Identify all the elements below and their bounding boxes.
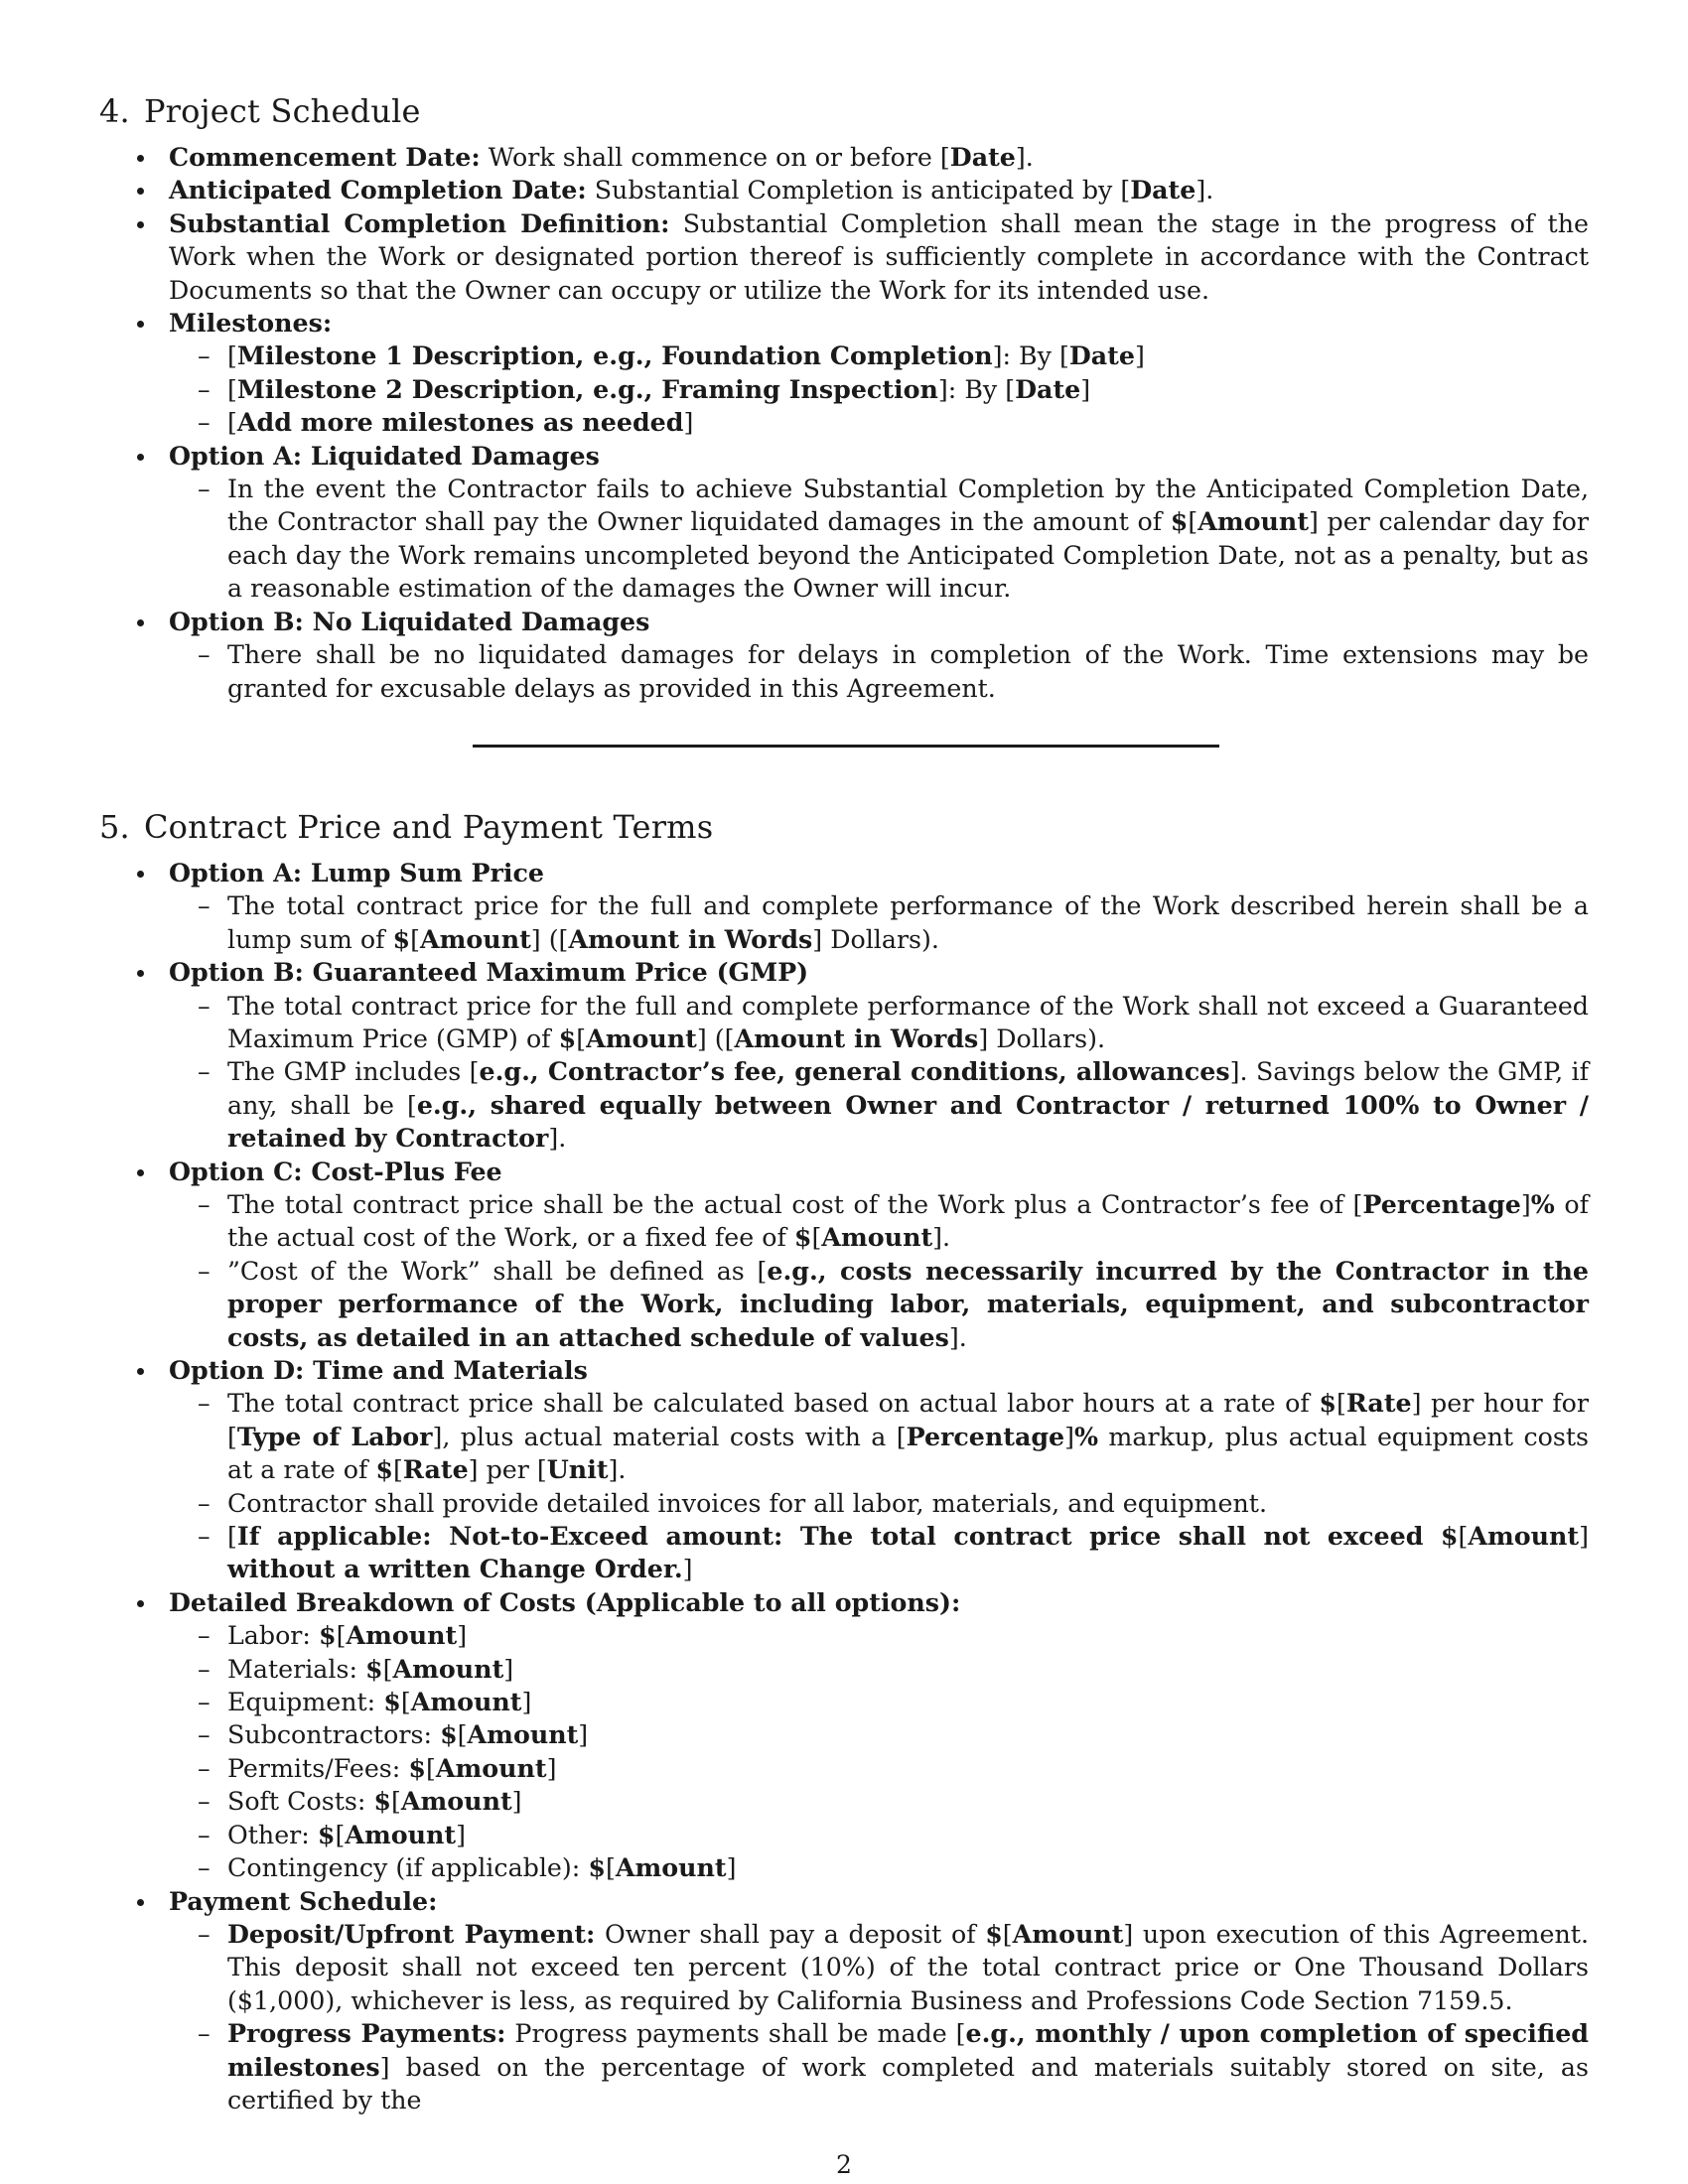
placeholder-text: Milestone 2 Description, e.g., Framing Inspection — [236, 373, 938, 404]
sublist — [169, 473, 1589, 606]
item-text: [ — [605, 1853, 616, 1883]
placeholder-text: Percentage — [1362, 1188, 1521, 1219]
list-item-option-c-cost-plus — [169, 1156, 1589, 1354]
cost-name: Materials: — [227, 1654, 366, 1684]
item-text: ] — [546, 1753, 557, 1783]
milestone-2 — [227, 373, 1589, 406]
item-text: ] per hour for [ — [227, 1389, 1590, 1451]
item-text: [ — [227, 374, 237, 404]
placeholder-text: Date — [1130, 175, 1196, 205]
item-text: [ — [400, 1688, 411, 1717]
item-text: ] — [1579, 1522, 1589, 1552]
placeholder-text: Rate — [1345, 1388, 1412, 1419]
item-text: [ — [1458, 1522, 1469, 1552]
cost-name: Other: — [227, 1820, 318, 1849]
placeholder-text: Rate — [402, 1454, 469, 1485]
list-item-option-b-gmp — [169, 956, 1589, 1155]
placeholder-text: e.g., shared equally between Owner and Contractor / returned 100% to Owner / retained by Contractor — [227, 1089, 1589, 1154]
placeholder-text: Percentage — [906, 1421, 1065, 1451]
cost-name: Permits/Fees: — [227, 1753, 409, 1783]
sublist — [169, 1918, 1589, 2116]
item-text: ] — [683, 408, 694, 438]
cost-line-materials — [227, 1653, 1589, 1686]
dollar-sign: $ — [373, 1786, 392, 1817]
time-materials-text-1 — [227, 1387, 1589, 1486]
placeholder-text: e.g., Contractor’s fee, general conditions, allowances — [479, 1056, 1230, 1087]
gmp-text-1 — [227, 990, 1589, 1056]
item-label: Option A: Lump Sum Price — [169, 857, 544, 887]
dollar-sign: $ — [408, 1752, 426, 1783]
placeholder-text: Date — [949, 142, 1016, 172]
placeholder-text: Amount in Words — [568, 923, 813, 954]
dollar-sign: $ — [317, 1819, 336, 1849]
item-text: [ — [1336, 1389, 1346, 1419]
item-text: Work shall commence on or before [ — [480, 143, 950, 172]
option-b-text: – There shall be no liquidated damages for delays in completion of the Work. Time extensions may be granted for excusable delays as provided in this Agreement. — [227, 638, 1589, 705]
cost-line-labor — [227, 1619, 1589, 1652]
placeholder-text: Amount — [400, 1786, 512, 1817]
item-text: In the event the Contractor fails to achieve Substantial Completion by the Anticipated Completion Date, the Contractor shall pay the Owner liquidated damages in the amount of — [227, 475, 1589, 537]
milestone-3 — [227, 406, 1589, 439]
placeholder-text: Amount — [420, 923, 531, 954]
item-text: [ — [336, 1621, 347, 1651]
item-label: Option B: No Liquidated Damages — [169, 606, 650, 636]
cost-breakdown-list — [169, 1619, 1589, 1884]
item-text: [ — [457, 1720, 468, 1750]
item-text: ]. — [1015, 143, 1034, 172]
section-4-heading — [99, 91, 1589, 131]
milestones-list — [169, 340, 1589, 439]
list-item-option-d-time-materials — [169, 1354, 1589, 1586]
item-label: Payment Schedule: — [169, 1885, 438, 1916]
item-text: ]. — [948, 1322, 967, 1352]
item-text: [ — [410, 924, 421, 954]
item-text: [ — [811, 1223, 822, 1253]
time-materials-text-3 — [227, 1520, 1589, 1586]
section-divider — [473, 745, 1219, 748]
item-text: ] Dollars). — [812, 924, 939, 954]
placeholder-text: Amount — [410, 1687, 522, 1717]
placeholder-text: Amount — [1012, 1918, 1124, 1949]
item-label: Commencement Date: — [169, 142, 481, 172]
item-text: ] ([ — [530, 924, 569, 954]
placeholder-text: Type of Labor — [236, 1421, 433, 1451]
dollar-sign: $ — [558, 1023, 577, 1053]
item-text: The total contract price for the full and complete performance of the Work shall not exceed a Guaranteed Maximum Price (GMP) of — [227, 991, 1589, 1053]
item-text: ]. Savings below the GMP, if any, shall be [ — [227, 1057, 1589, 1120]
deposit-payment — [227, 1918, 1589, 2017]
item-text: ] — [1520, 1189, 1531, 1219]
item-text: ]. — [548, 1124, 567, 1154]
list-item-substantial-completion — [169, 207, 1589, 307]
placeholder-text: Unit — [546, 1454, 609, 1485]
item-text: ] upon execution of this Agreement. This deposit shall not exceed ten percent (10%) of the total contract price or One Thousand Dollars ($1,000), whichever is less, as required by California Business and Professions Code Section 7159.5. — [227, 1919, 1589, 2015]
sublist — [169, 1188, 1589, 1354]
section-5-heading — [99, 807, 1589, 847]
item-label: Progress Payments: — [227, 2018, 506, 2049]
item-text: [ — [576, 1024, 587, 1053]
dollar-sign: $ — [365, 1653, 383, 1684]
list-item-option-b-no-liquidated-damages — [169, 606, 1589, 705]
item-label: Option B: Guaranteed Maximum Price (GMP) — [169, 957, 809, 988]
item-label: Detailed Breakdown of Costs (Applicable to all options): — [169, 1586, 961, 1617]
list-item-cost-breakdown — [169, 1586, 1589, 1885]
item-text: Owner shall pay a deposit of — [595, 1919, 986, 1949]
section-number: 4. — [99, 92, 130, 130]
section-5-list — [99, 857, 1589, 2116]
placeholder-text: Amount — [435, 1752, 547, 1783]
item-text: [ — [227, 341, 237, 371]
item-text: [ — [391, 1787, 401, 1817]
item-label: Option A: Liquidated Damages — [169, 440, 600, 471]
item-text: ] per calendar day for each day the Work remains uncompleted beyond the Anticipated Completion Date, not as a penalty, but as a reasonable estimation of the damages the Owner will incur. — [227, 507, 1589, 604]
item-text: ]. — [932, 1223, 951, 1253]
item-text: ] — [1134, 341, 1145, 371]
item-text: [ — [227, 1522, 237, 1552]
item-text: Substantial Completion is anticipated by [ — [586, 176, 1131, 205]
item-text: [ — [227, 408, 237, 438]
list-item-payment-schedule — [169, 1885, 1589, 2117]
placeholder-text: Amount — [821, 1222, 933, 1253]
sublist — [169, 1387, 1589, 1585]
sublist — [169, 638, 1589, 705]
cost-name: Subcontractors: — [227, 1720, 441, 1750]
item-text: ]: By [ — [937, 374, 1016, 404]
dollar-sign: $ — [1170, 506, 1189, 537]
item-text: ] based on the percentage of work completed and materials suitably stored on site, as certified by the — [227, 2052, 1589, 2115]
item-text: [ — [393, 1455, 403, 1485]
item-label: Option D: Time and Materials — [169, 1355, 588, 1385]
cost-name: Labor: — [227, 1621, 319, 1651]
item-text: The GMP includes [ — [227, 1057, 480, 1087]
list-item-completion — [169, 174, 1589, 206]
placeholder-text: Add more milestones as needed — [236, 407, 684, 438]
placeholder-text: e.g., monthly / upon completion of specified milestones — [227, 2018, 1589, 2082]
item-text: ] — [456, 1820, 466, 1849]
gmp-text-2 — [227, 1055, 1589, 1155]
item-text: ] — [1080, 374, 1091, 404]
section-title: Project Schedule — [143, 92, 421, 130]
placeholder-text: without a written Change Order. — [227, 1554, 683, 1584]
item-text: markup, plus actual equipment costs at a rate of — [227, 1422, 1589, 1485]
placeholder-text: Date — [1015, 373, 1081, 404]
placeholder-text: Amount in Words — [734, 1023, 979, 1053]
time-materials-text-2: – Contractor shall provide detailed invoices for all labor, materials, and equipment. — [227, 1487, 1589, 1520]
list-item-option-a-liquidated-damages — [169, 440, 1589, 606]
page-number: 2 — [836, 2150, 852, 2179]
item-text: [ — [1188, 507, 1198, 537]
placeholder-text: Amount — [346, 1620, 458, 1651]
item-text: ] — [457, 1621, 468, 1651]
item-text: of the actual cost of the Work, or a fixed fee of — [227, 1189, 1589, 1253]
cost-line-subcontractors — [227, 1718, 1589, 1751]
section-title: Contract Price and Payment Terms — [143, 807, 714, 846]
option-a-text — [227, 473, 1589, 606]
list-item-milestones — [169, 307, 1589, 440]
section-number: 5. — [99, 807, 130, 846]
cost-line-permits-fees — [227, 1752, 1589, 1785]
list-item-option-a-lump-sum — [169, 857, 1589, 956]
item-text: ] — [726, 1853, 737, 1883]
sublist — [169, 990, 1589, 1156]
placeholder-text: If applicable: Not-to-Exceed amount: The total contract price shall not exceed $ — [236, 1521, 1459, 1552]
percent-sign: % — [1074, 1421, 1099, 1451]
placeholder-text: Amount — [345, 1819, 457, 1849]
dollar-sign: $ — [1319, 1388, 1336, 1419]
item-text: ]. — [608, 1455, 627, 1485]
item-text: [ — [425, 1753, 436, 1783]
item-text: ], plus actual material costs with a [ — [432, 1422, 907, 1451]
placeholder-text: Amount — [1468, 1521, 1580, 1552]
milestone-1 — [227, 340, 1589, 372]
item-label: Deposit/Upfront Payment: — [227, 1918, 596, 1949]
list-item-commencement — [169, 141, 1589, 174]
cost-line-other — [227, 1819, 1589, 1851]
cost-line-soft-costs — [227, 1785, 1589, 1818]
item-label: Substantial Completion Definition: — [169, 207, 670, 238]
item-text: ”Cost of the Work” shall be defined as [ — [227, 1256, 768, 1286]
item-text: ] — [521, 1688, 532, 1717]
item-text: ] — [1064, 1422, 1074, 1451]
placeholder-text: Amount — [467, 1719, 579, 1750]
item-label: Milestones: — [169, 308, 333, 339]
cost-plus-text-1 — [227, 1188, 1589, 1255]
progress-payments — [227, 2017, 1589, 2116]
item-text: ]: By [ — [992, 341, 1069, 371]
item-text: [ — [1002, 1919, 1013, 1949]
item-text: The total contract price shall be the actual cost of the Work plus a Contractor’s fee of [ — [227, 1189, 1363, 1219]
item-text: The total contract price for the full and complete performance of the Work described herein shall be a lump sum of — [227, 891, 1589, 954]
cost-name: Soft Costs: — [227, 1787, 374, 1817]
placeholder-text: Amount — [1197, 506, 1310, 537]
item-text: ] — [578, 1720, 589, 1750]
cost-line-equipment — [227, 1686, 1589, 1718]
item-text: ] Dollars). — [978, 1024, 1105, 1053]
dollar-sign: $ — [392, 923, 411, 954]
item-text: [ — [335, 1820, 346, 1849]
placeholder-text: Amount — [586, 1023, 697, 1053]
cost-line-contingency — [227, 1851, 1589, 1884]
percent-sign: % — [1530, 1188, 1555, 1219]
item-text: ] — [682, 1555, 693, 1584]
item-text: The total contract price shall be calculated based on actual labor hours at a rate of — [227, 1389, 1320, 1419]
dollar-sign: $ — [985, 1918, 1003, 1949]
item-text: [ — [382, 1654, 393, 1684]
dollar-sign: $ — [318, 1620, 337, 1651]
placeholder-text: Milestone 1 Description, e.g., Foundation Completion — [236, 341, 993, 371]
placeholder-text: Amount — [615, 1852, 727, 1883]
cost-plus-text-2 — [227, 1255, 1589, 1354]
dollar-sign: $ — [793, 1222, 812, 1253]
item-text: ] ([ — [696, 1024, 735, 1053]
cost-name: Contingency (if applicable): — [227, 1853, 589, 1883]
dollar-sign: $ — [588, 1852, 606, 1883]
item-text: Progress payments shall be made [ — [505, 2019, 966, 2049]
dollar-sign: $ — [375, 1454, 394, 1485]
item-label: Anticipated Completion Date: — [169, 175, 587, 205]
item-text: ] per [ — [468, 1455, 547, 1485]
placeholder-text: e.g., costs necessarily incurred by the Contractor in the proper performance of the Work, including labor, materials, equipment, and subcontractor costs, as detailed in an attached schedule of values — [227, 1255, 1589, 1352]
placeholder-text: Amount — [392, 1653, 504, 1684]
placeholder-text: Date — [1068, 341, 1135, 371]
item-text: ] — [511, 1787, 522, 1817]
dollar-sign: $ — [440, 1719, 458, 1750]
dollar-sign: $ — [383, 1687, 401, 1717]
cost-name: Equipment: — [227, 1688, 384, 1717]
sublist — [169, 889, 1589, 956]
item-text: ] — [503, 1654, 514, 1684]
item-label: Option C: Cost-Plus Fee — [169, 1156, 502, 1186]
item-text: ]. — [1196, 176, 1214, 205]
lump-sum-text — [227, 889, 1589, 956]
section-4-list — [99, 141, 1589, 705]
item-text: Substantial Completion shall mean the stage in the progress of the Work when the Work or designated portion thereof is sufficiently complete in accordance with the Contract Documents so that the Owner can occupy or utilize the Work for its intended use. — [169, 208, 1589, 305]
